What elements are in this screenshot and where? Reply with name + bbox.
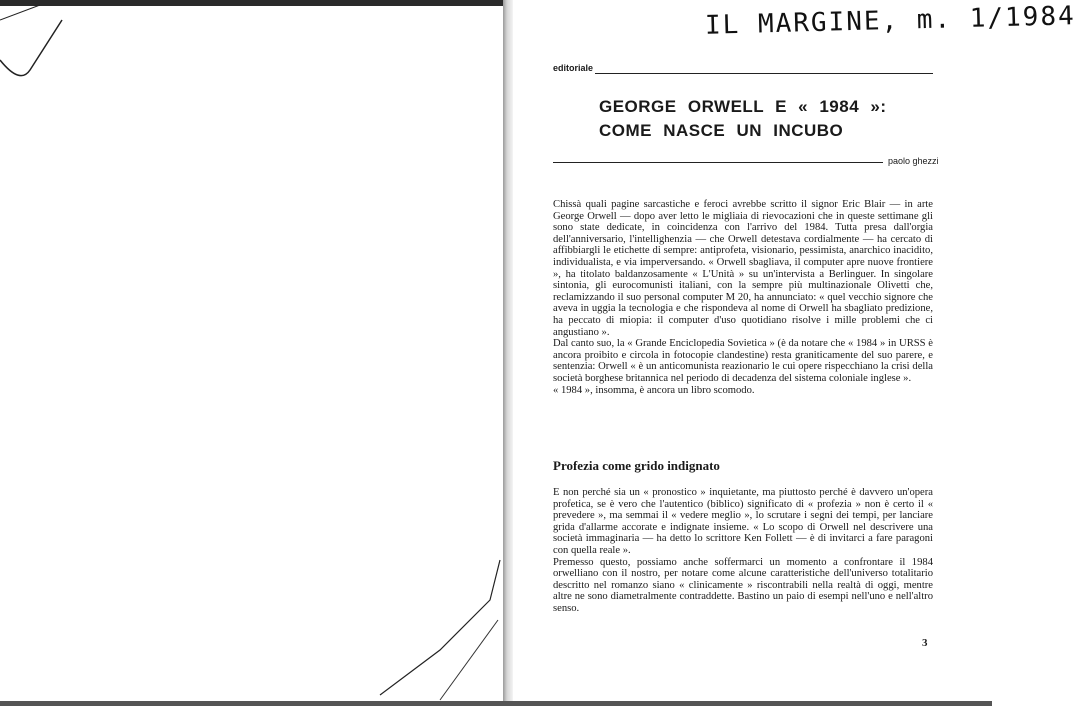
paragraph: Chissà quali pagine sarcastiche e feroci avrebbe scritto il signor Eric Blair — in arte George Orwell — dopo aver letto le migliaia di rievocazioni che in queste settimane gli sono state dedicate, in coincidenza con l'arrivo del 1984. Tutta presa dall'orgia dell'anniversario, l'intellighenzia — che Orwell detestava cordialmente — ha cercato di affibbiargli le etichette di sempre: antiprofeta, visionario, pessimista, anarchico inacidito, individualista, e via imperversando. « Orwell sbagliava, il computer apre nuove frontiere », ha titolato baldanzosamente « L'Unità » su un'intervista a Berlinguer. In singolare sintonia, gli eurocomunisti italiani, con la sempre più multinazionale Olivetti che, reclamizzando il suo personal computer M 20, ha annunciato: « quel vecchio signore che aveva in uggia la tecnologia e che rispondeva al nome di Orwell ha sbagliato predizione, ha peccato di miopia: il computer d'uso quotidiano risolve i mille problemi che ci angustiano ». xyxy=(553,199,933,338)
section-label: editoriale xyxy=(553,63,594,73)
article-page xyxy=(513,0,1076,701)
author-rule xyxy=(553,162,883,163)
title-line-1: GEORGE ORWELL E « 1984 »: xyxy=(599,97,887,116)
paragraph: Dal canto suo, la « Grande Enciclopedia Sovietica » (è da notare che « 1984 » in URSS è ancora proibito e circola in fotocopie clandestine) resta graniticamente del suo parere, e sentenzia: Orwell « è un anticomunista reazionario le cui opere rispecchiano la crisi della società borghese britannica nel periodo di decadenza del sistema coloniale inglese ». xyxy=(553,338,933,384)
title-line-2: COME NASCE UN INCUBO xyxy=(599,121,844,140)
paragraph: E non perché sia un « pronostico » inquietante, ma piuttosto perché è davvero un'opera profetica, se è vero che l'autentico (biblico) significato di « profezia » non è certo il « prevedere », ma semmai il « vedere meglio », lo scrutare i segni dei tempi, per lanciare grida d'allarme accorate e indignate insieme. « Lo scopo di Orwell nel descrivere una società immaginaria — ha detto lo scrittore Ken Follett — è di invitarci a fare paragoni con quella reale ». xyxy=(553,487,933,556)
author-name: paolo ghezzi xyxy=(888,156,939,166)
scan-bottom-edge xyxy=(0,701,992,706)
article-body-section-2 xyxy=(553,487,933,615)
section-rule xyxy=(595,73,933,74)
paragraph: « 1984 », insomma, è ancora un libro scomodo. xyxy=(553,384,755,396)
paper-clip-mark xyxy=(0,0,80,90)
article-title xyxy=(599,95,939,143)
left-blank-page xyxy=(0,0,503,706)
article-body-section-1 xyxy=(553,199,933,396)
handwritten-note: IL MARGINE, m. 1/1984 xyxy=(704,1,1076,41)
pen-stroke-mark xyxy=(380,560,503,700)
paragraph: Premesso questo, possiamo anche soffermarci un momento a confrontare il 1984 orwelliano con il nostro, per notare come alcune caratteristiche dell'universo totalitario descritto nel romanzo siano « clinicamente » riscontrabili nella realtà di oggi, mentre altre ne sono diametralmente contraddette. Bastino un paio di esempi nell'uno e nell'altro senso. xyxy=(553,556,933,614)
page-number: 3 xyxy=(922,637,928,649)
section-subheading: Profezia come grido indignato xyxy=(553,458,720,473)
page-fold xyxy=(503,0,513,706)
